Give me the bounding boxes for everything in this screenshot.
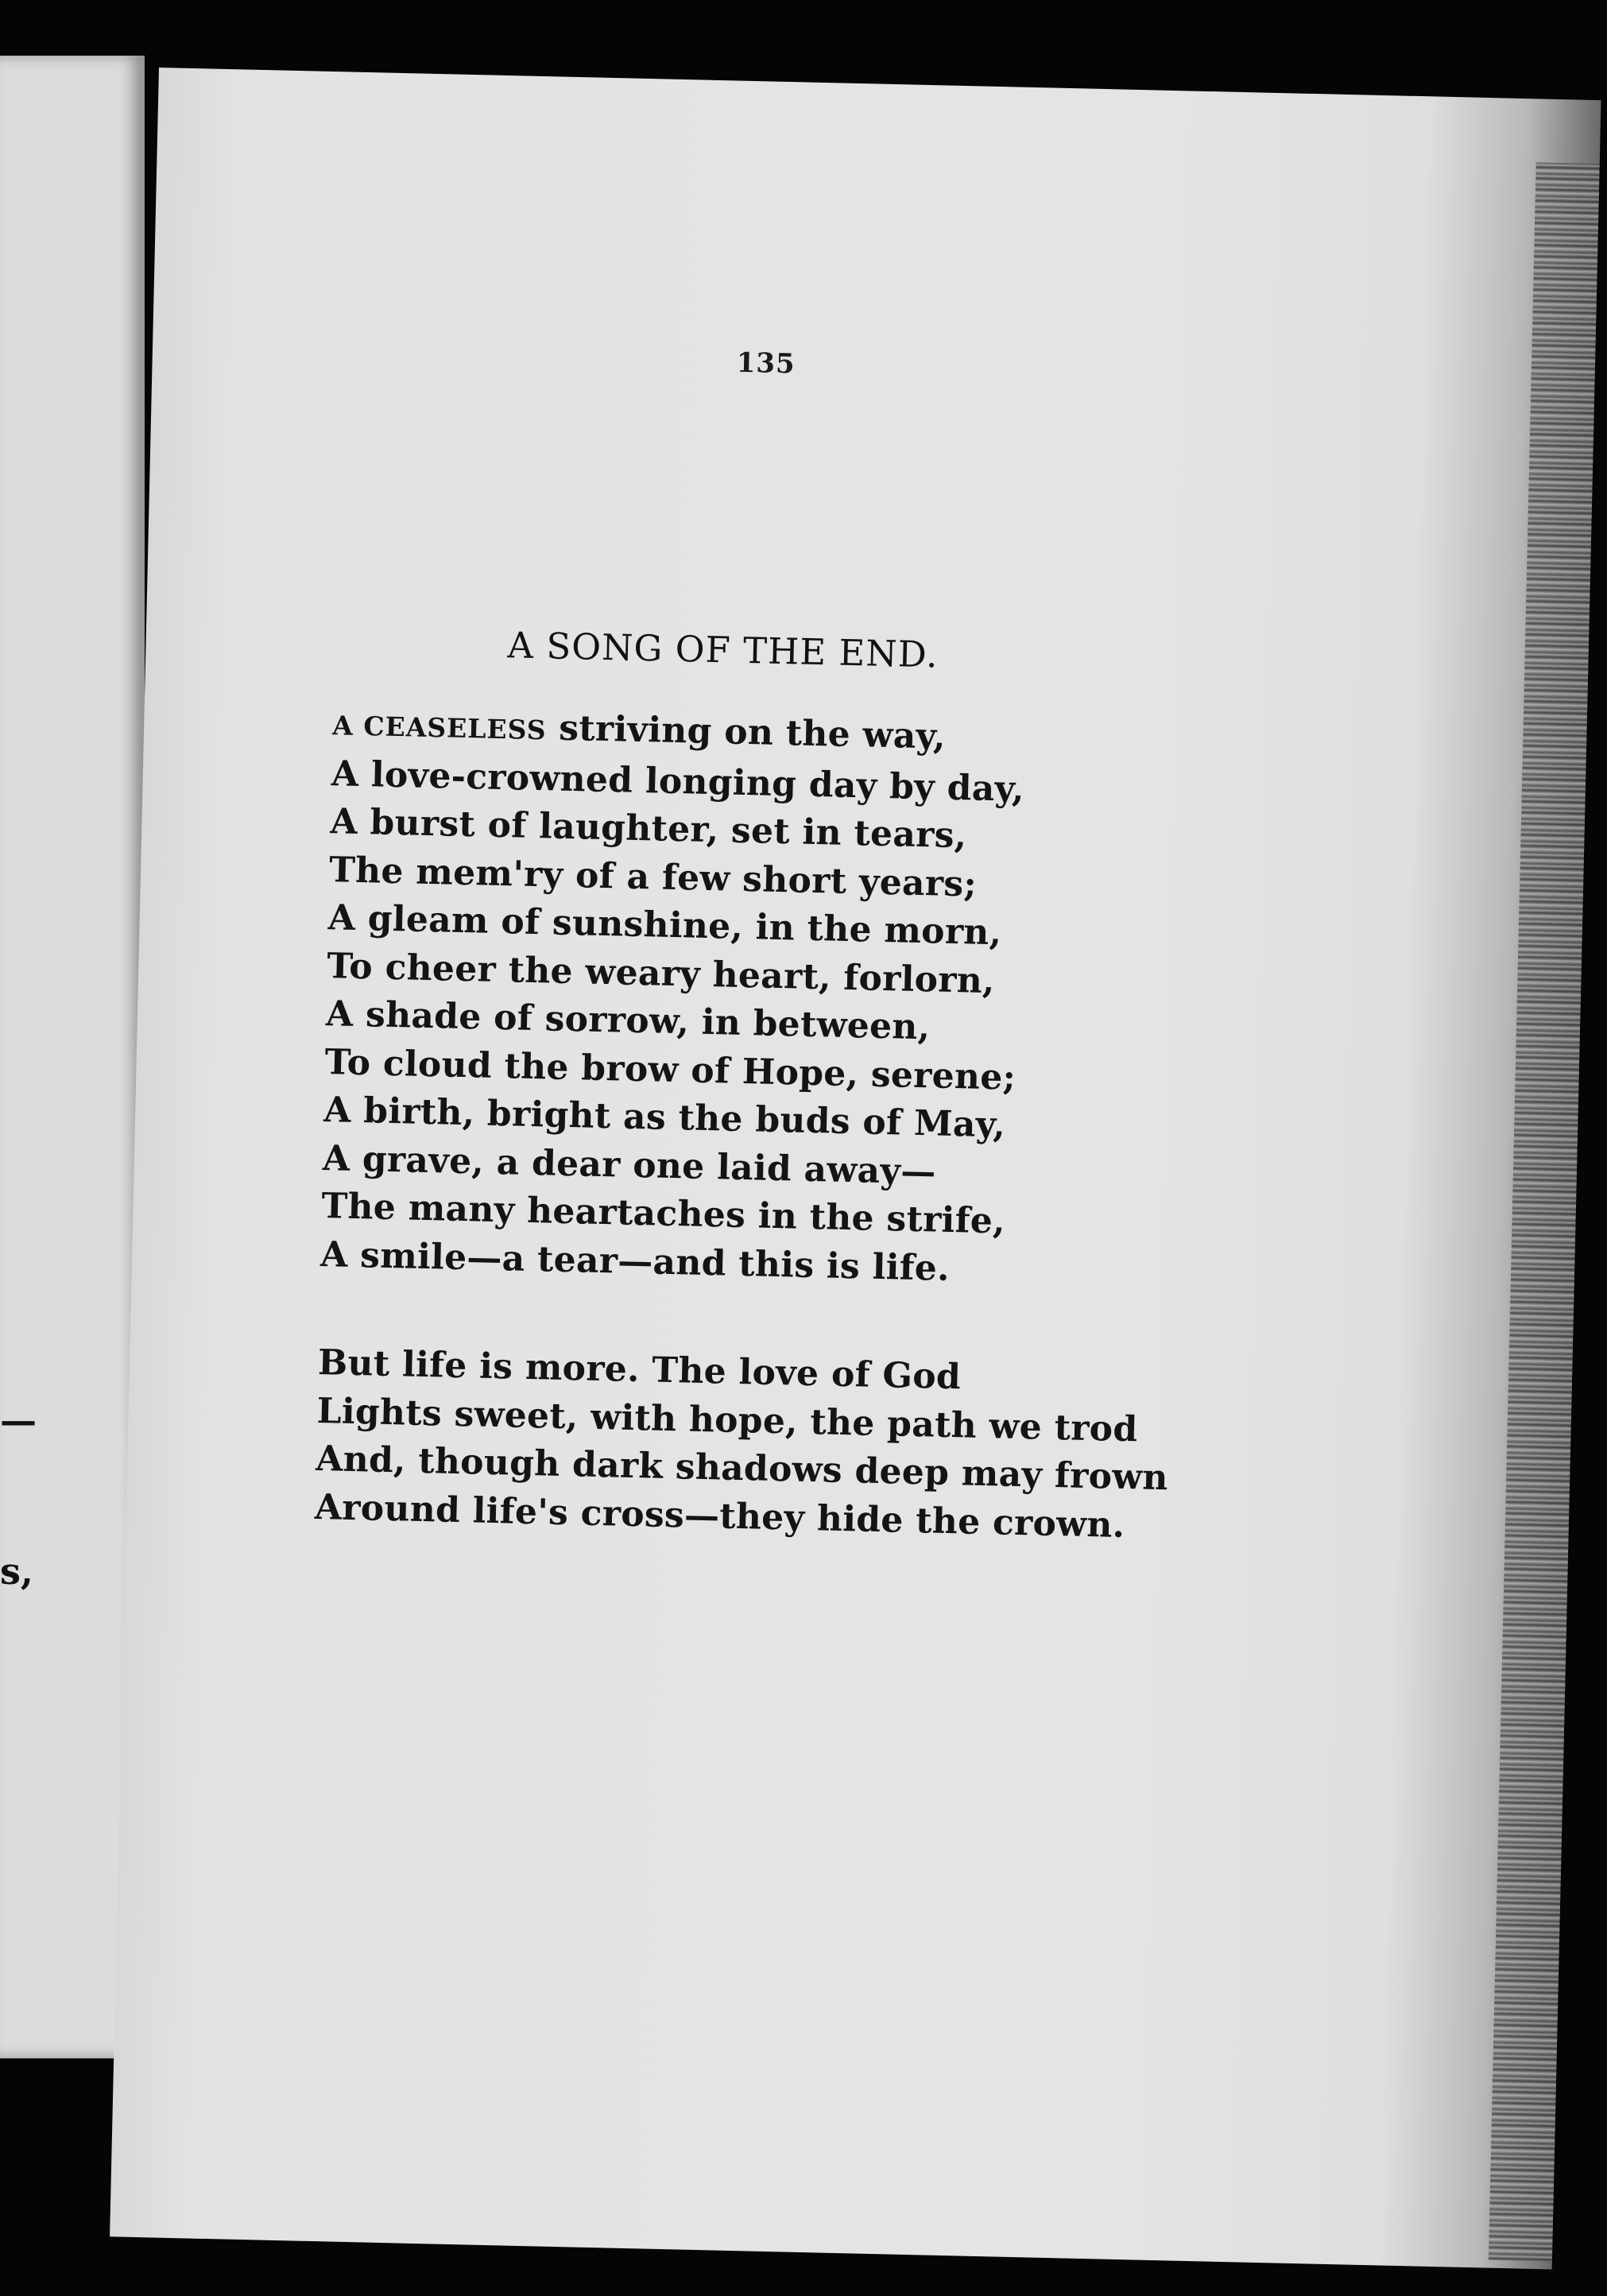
- left-page-fragment-s: s,: [0, 1550, 33, 1593]
- poem-line: A birth, bright as the buds of May,: [323, 1090, 1006, 1146]
- page-number: 135: [736, 347, 796, 381]
- poem-line: Around life's cross—they hide the crown.: [314, 1486, 1125, 1546]
- poem-line: A burst of laughter, set in tears,: [329, 801, 967, 857]
- poem-line: A shade of sorrow, in between,: [325, 993, 931, 1048]
- poem-line: A grave, a dear one laid away—: [322, 1137, 937, 1193]
- page-edge: [1489, 162, 1600, 2261]
- stanza-2: [314, 1339, 1171, 1551]
- poem-line: And, though dark shadows deep may frown: [315, 1438, 1169, 1499]
- stanza-1: [319, 699, 1026, 1295]
- left-page-fragment-dash: —: [0, 1399, 37, 1442]
- book-page: [110, 68, 1601, 2269]
- line-lead-small-caps: A CEASELESS: [331, 710, 548, 746]
- poem-line: But life is more. The love of God: [317, 1342, 962, 1398]
- line-text: striving on the way,: [546, 707, 947, 757]
- poem-line: To cloud the brow of Hope, serene;: [324, 1041, 1016, 1098]
- poem-line: To cheer the weary heart, forlorn,: [326, 945, 996, 1001]
- poem-line: A gleam of sunshine, in the morn,: [327, 897, 1002, 954]
- poem-title: A SONG OF THE END.: [507, 624, 939, 676]
- poem-line: The many heartaches in the strife,: [320, 1186, 1006, 1242]
- poem-line: A smile—a tear—and this is life.: [319, 1233, 951, 1289]
- poem-line: A love-crowned longing day by day,: [331, 753, 1025, 810]
- poem-line: Lights sweet, with hope, the path we trod: [316, 1390, 1139, 1450]
- poem-line: The mem'ry of a few short years;: [328, 849, 978, 905]
